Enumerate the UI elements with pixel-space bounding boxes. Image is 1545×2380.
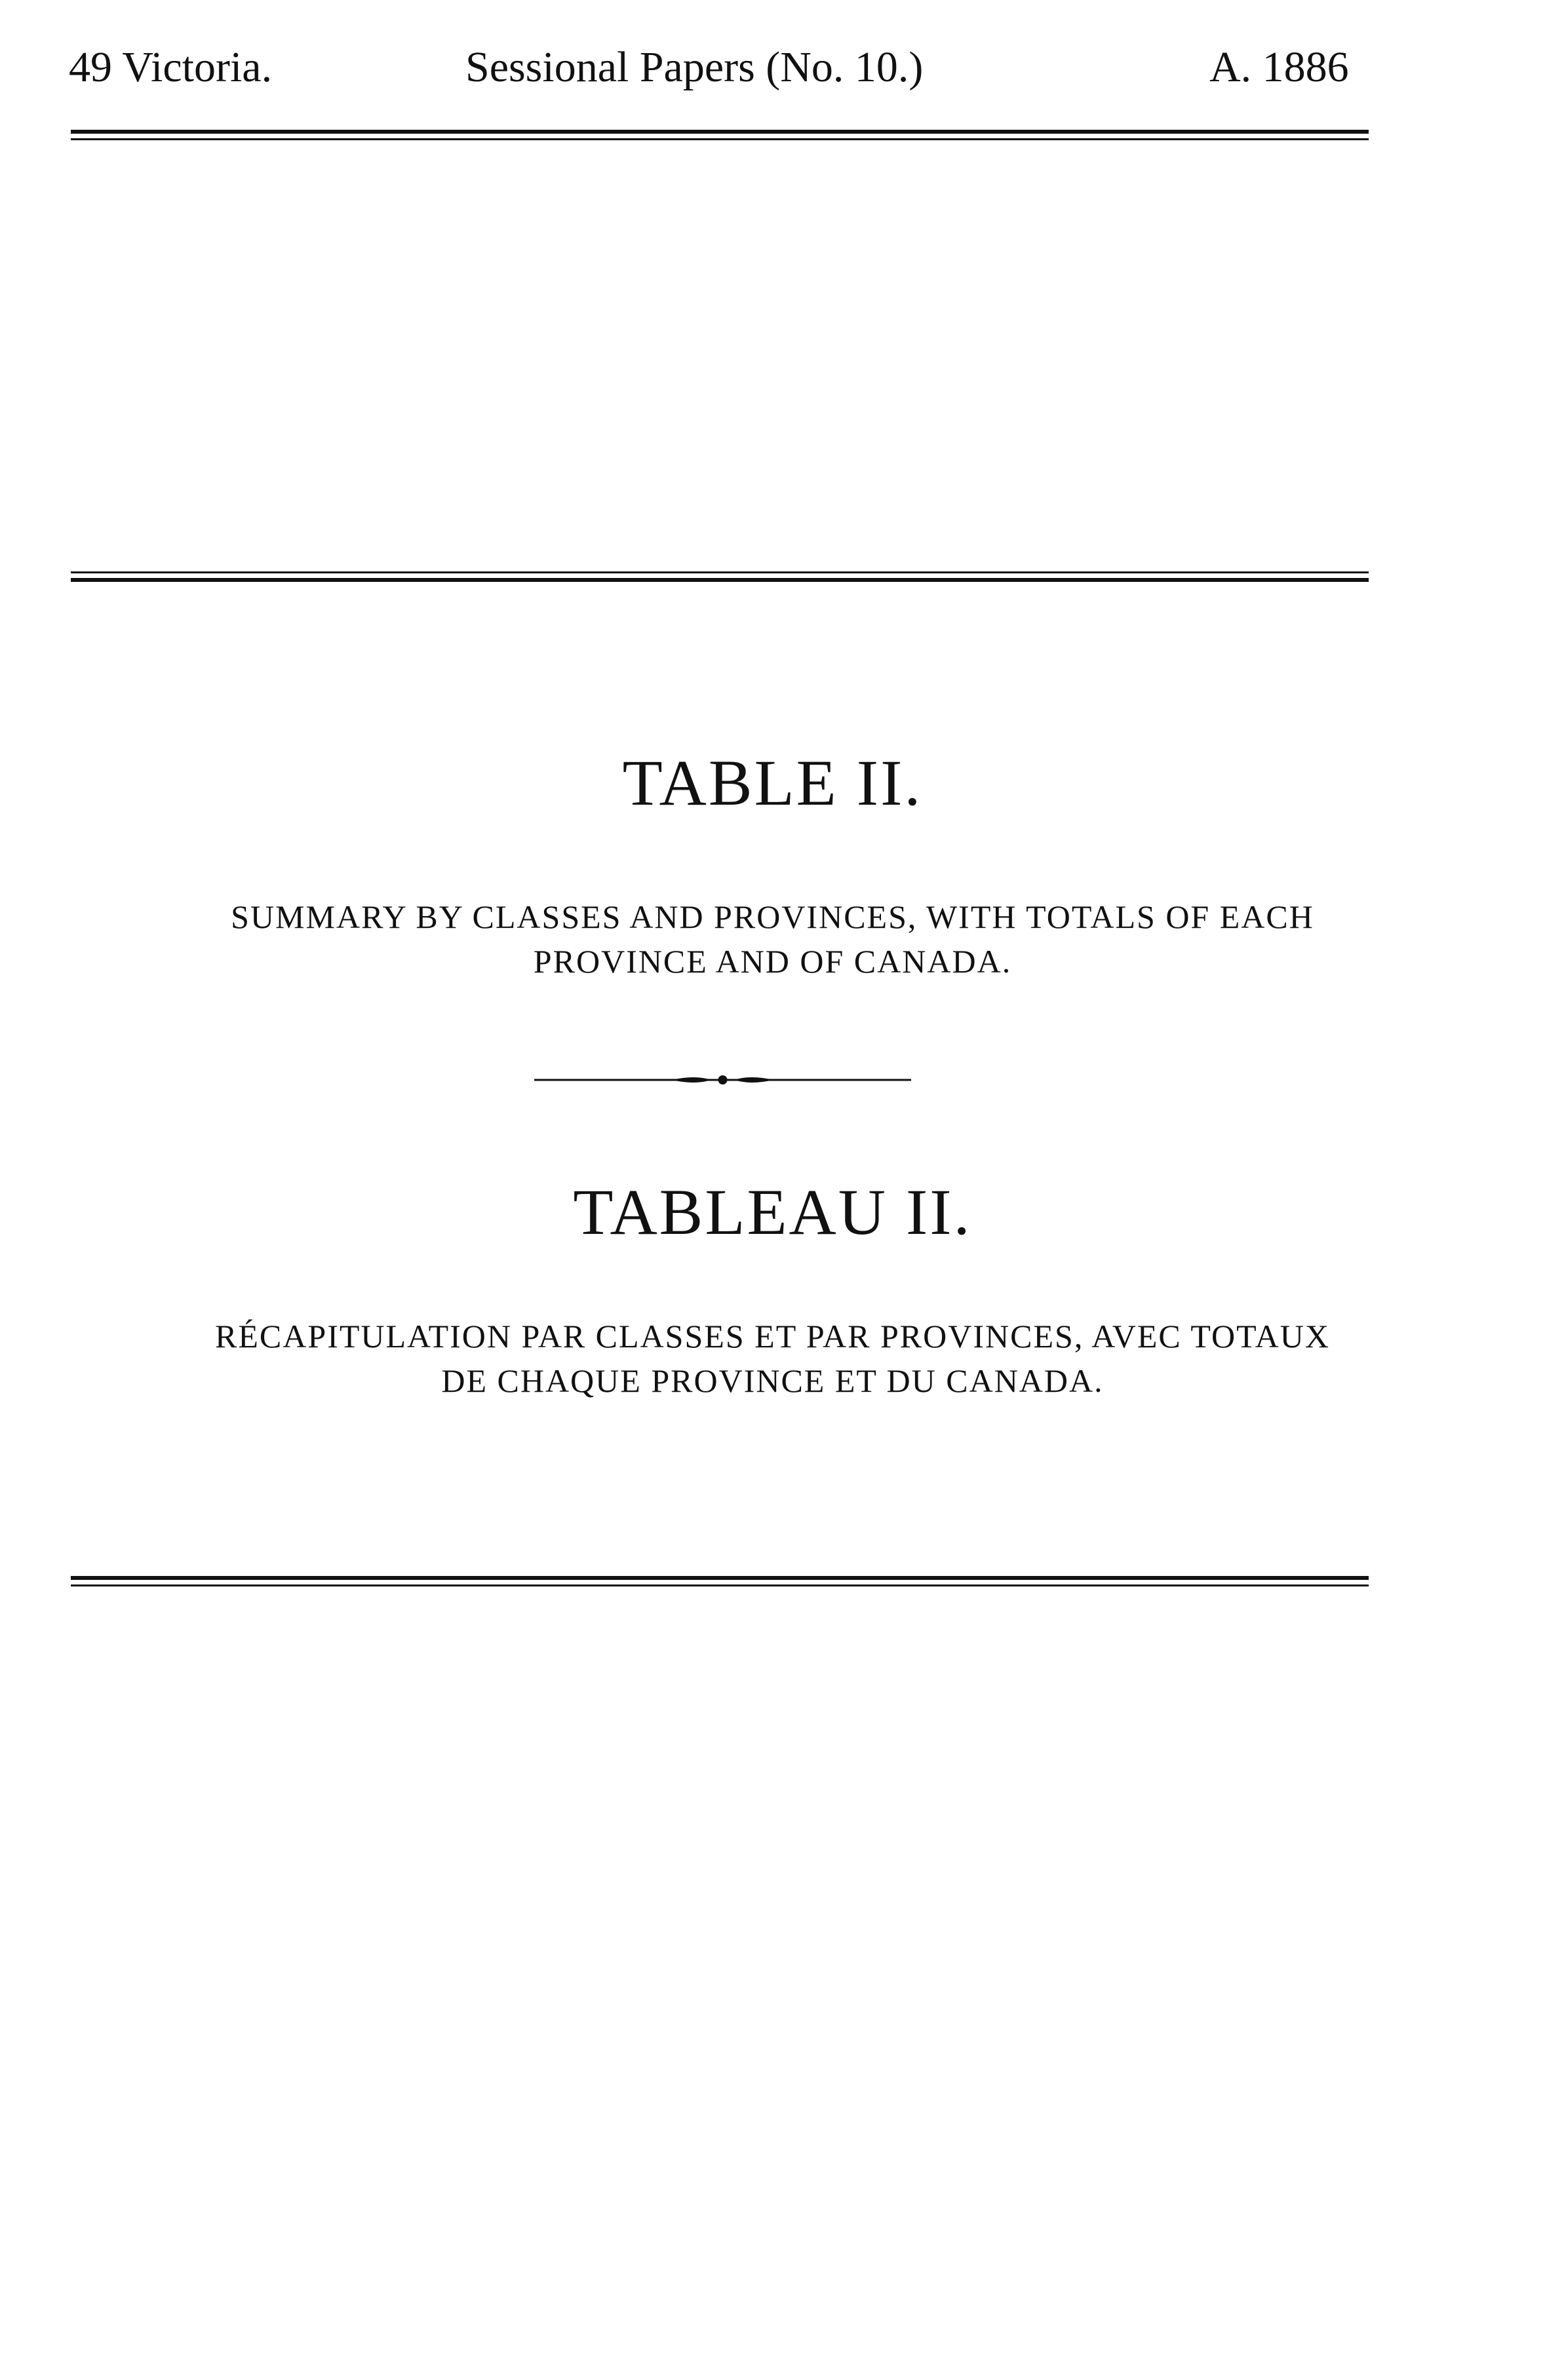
ornament-divider bbox=[534, 1067, 911, 1093]
subtitle-french-line-1: RÉCAPITULATION PAR CLASSES ET PAR PROVINCES, AVEC TOTAUX bbox=[215, 1318, 1330, 1354]
table-title-french: TABLEAU II. bbox=[573, 1176, 972, 1248]
subtitle-english-line-1: SUMMARY BY CLASSES AND PROVINCES, WITH TOTALS OF EACH bbox=[231, 898, 1314, 935]
section-double-rule-top bbox=[71, 571, 1369, 582]
header-year: A. 1886 bbox=[1209, 43, 1349, 91]
table-title-english: TABLE II. bbox=[622, 746, 923, 819]
table-subtitle-french bbox=[0, 1314, 1545, 1403]
table-subtitle-english bbox=[0, 894, 1545, 984]
section-double-rule-bottom bbox=[71, 1576, 1369, 1586]
header-sessional-papers: Sessional Papers (No. 10.) bbox=[465, 43, 924, 91]
subtitle-english-line-2: PROVINCE AND OF CANADA. bbox=[533, 943, 1012, 980]
header-double-rule bbox=[71, 130, 1369, 140]
header-volume: 49 Victoria. bbox=[69, 43, 273, 91]
subtitle-french-line-2: DE CHAQUE PROVINCE ET DU CANADA. bbox=[441, 1362, 1104, 1399]
